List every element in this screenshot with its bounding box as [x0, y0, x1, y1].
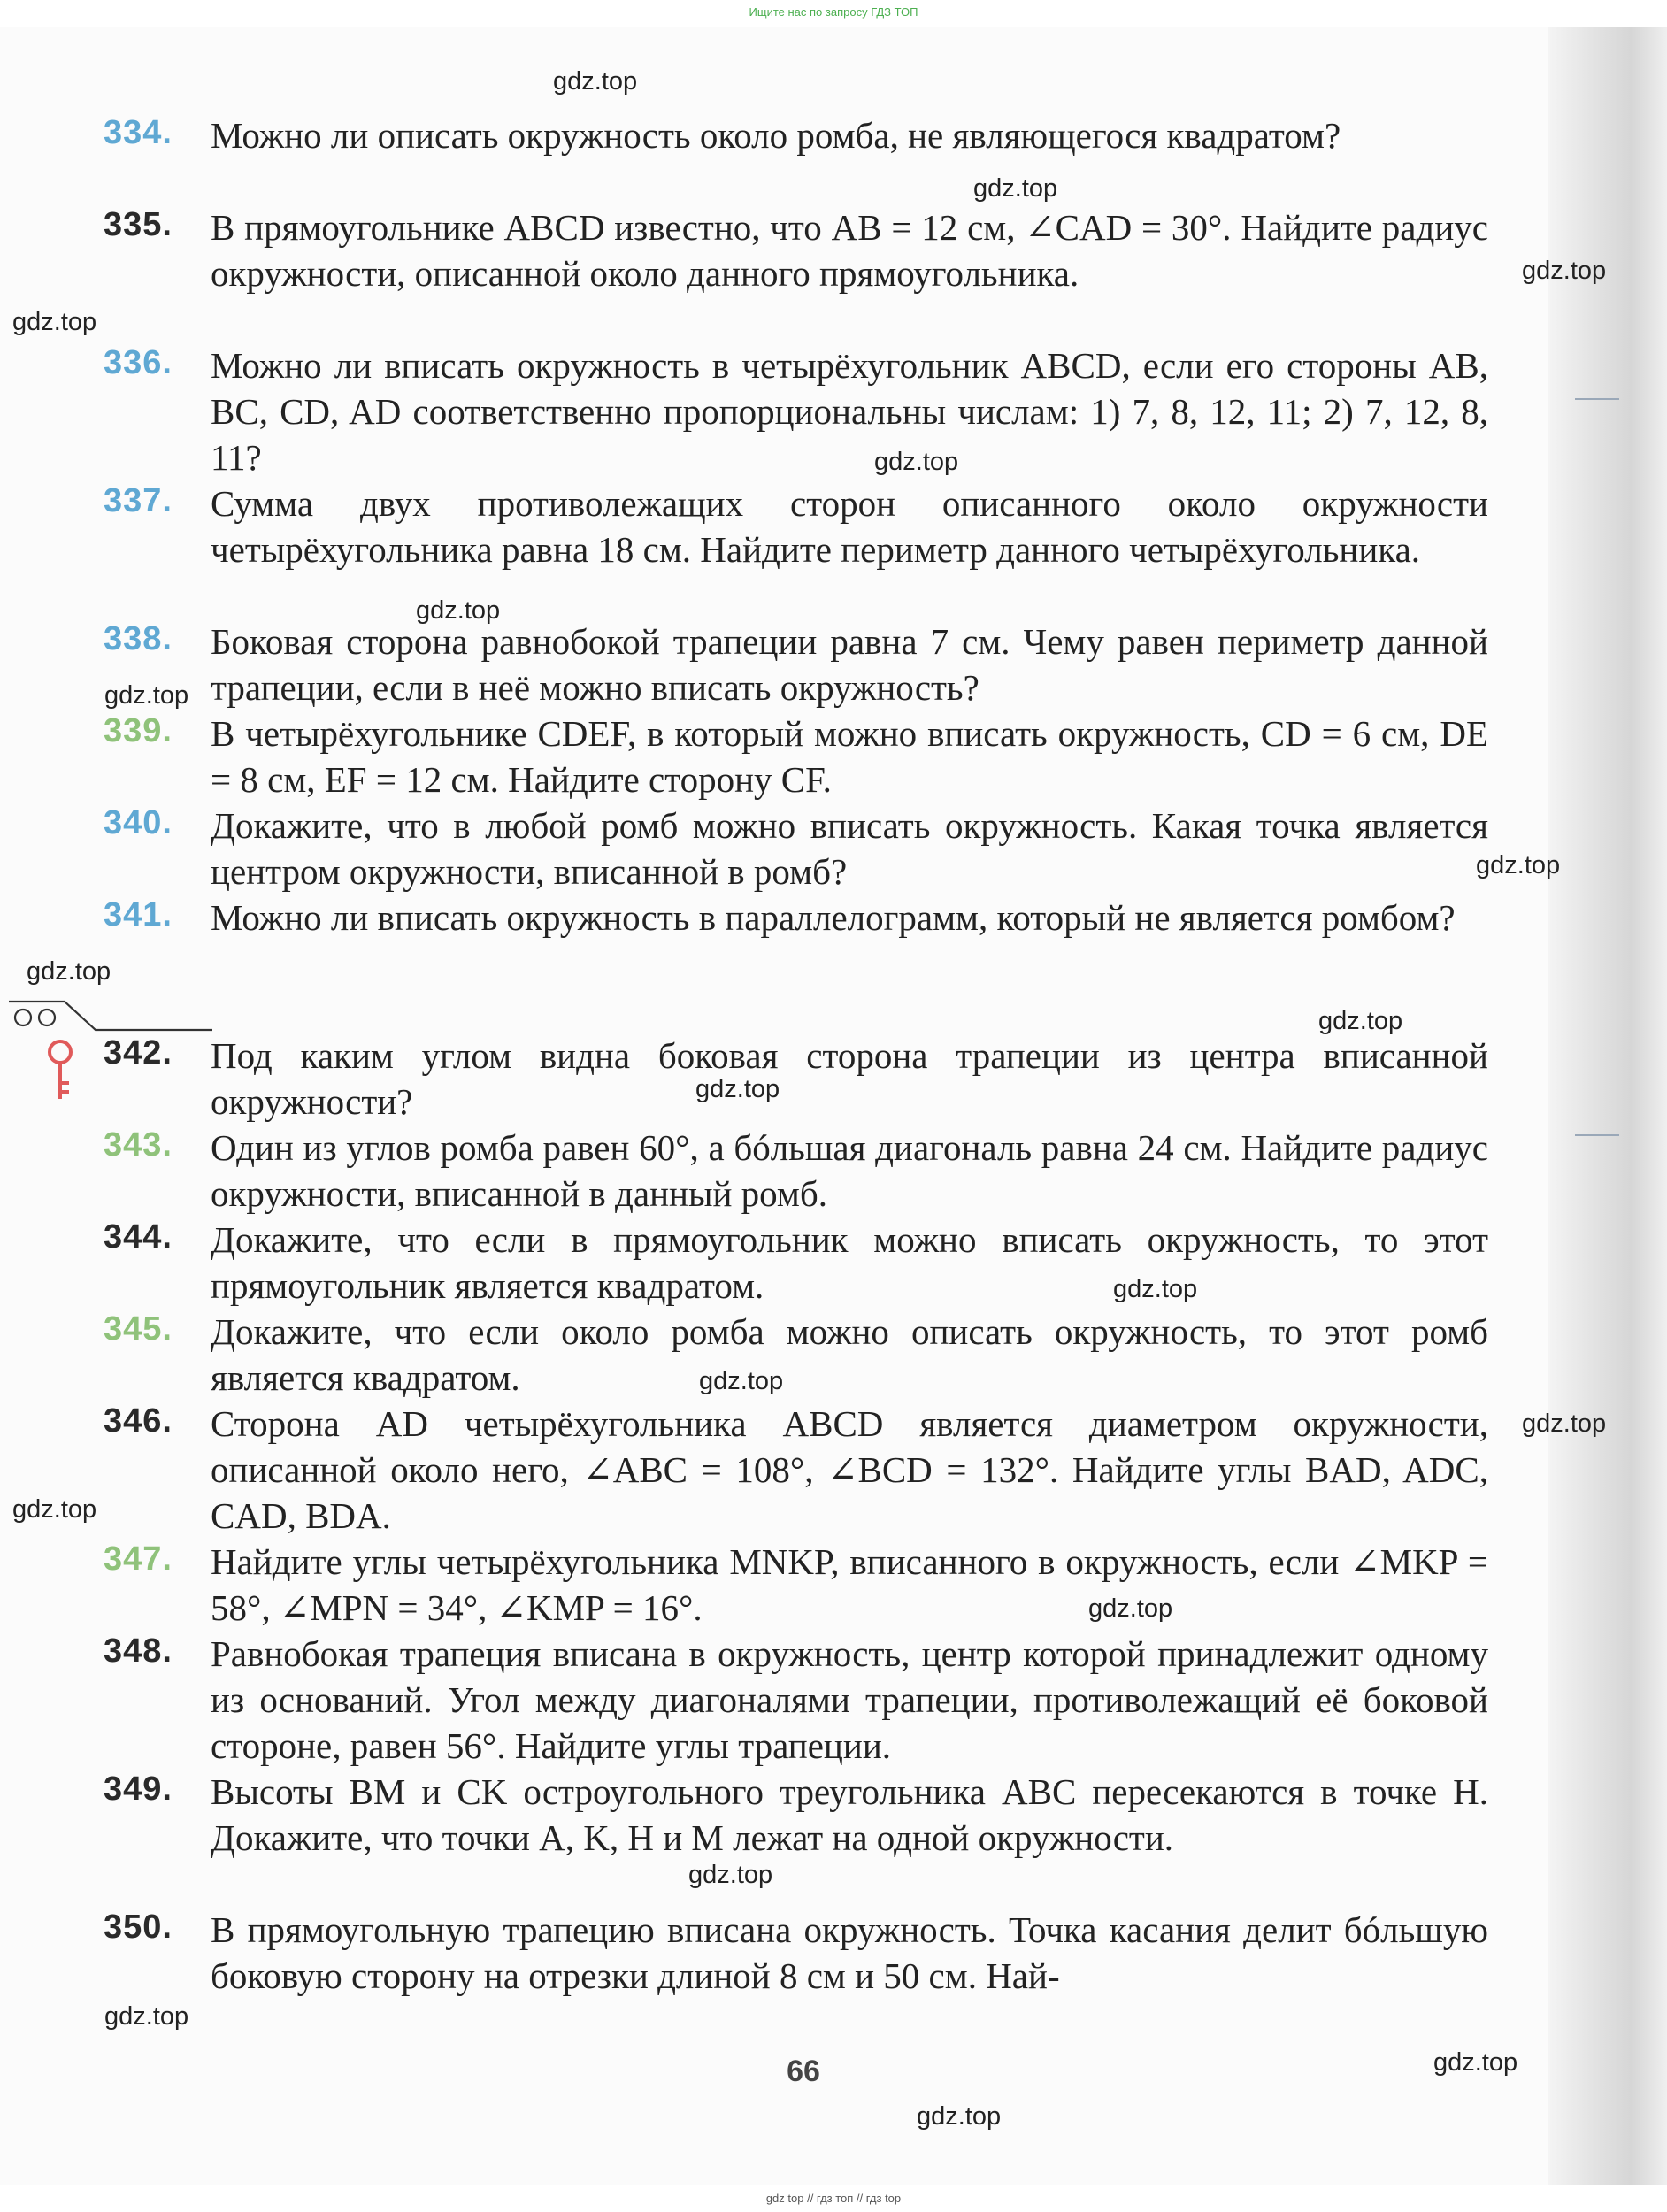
- problem-text: Сумма двух противолежащих сторон описанного около окружности четырёхугольника равна 18 см. Найдите периметр данного четырёхугольника.: [211, 483, 1488, 570]
- watermark: gdz.top: [553, 67, 638, 96]
- problem-text: Докажите, что если около ромба можно описать окружность, то этот ромб является квадратом.: [211, 1311, 1488, 1398]
- problem-number: 348.: [104, 1632, 173, 1670]
- problem-number: 349.: [104, 1770, 173, 1808]
- gutter-mark: [1575, 1134, 1619, 1136]
- watermark: gdz.top: [973, 174, 1058, 203]
- problem-text: Можно ли вписать окружность в четырёхугольник ABCD, если его стороны AB, BC, CD, AD соответственно пропорциональны числам: 1) 7, 8, 12, 11; 2) 7, 12, 8, 11?: [211, 345, 1488, 478]
- watermark: gdz.top: [695, 1075, 780, 1103]
- problem-number: 350.: [104, 1909, 173, 1946]
- problem-number: 343.: [104, 1126, 173, 1164]
- watermark: gdz.top: [699, 1367, 784, 1395]
- problem-text: Равнобокая трапеция вписана в окружность, центр которой принадлежит одному из оснований. Угол между диагоналями трапеции, противолежащий её боковой стороне, равен 56°. Найдите углы трапеции.: [211, 1633, 1488, 1766]
- problem-number: 340.: [104, 804, 173, 841]
- watermark: gdz.top: [874, 448, 959, 476]
- problem-text: В прямоугольнике ABCD известно, что AB = 12 см, ∠CAD = 30°. Найдите радиус окружности, описанной около данного прямоугольника.: [211, 207, 1488, 294]
- key-icon: [42, 1039, 78, 1102]
- problem-text: Один из углов ромба равен 60°, а бóльшая диагональ равна 24 см. Найдите радиус окружности, вписанной в данный ромб.: [211, 1127, 1488, 1214]
- problem-number: 337.: [104, 482, 173, 519]
- problem-number: 336.: [104, 344, 173, 381]
- problem-text: Найдите углы четырёхугольника MNKP, вписанного в окружность, если ∠MKP = 58°, ∠MPN = 34°, ∠KMP = 16°.: [211, 1541, 1488, 1628]
- bottom-banner: gdz top // гдз топ // гдз top: [765, 2192, 902, 2205]
- book-gutter-shadow: [1548, 27, 1667, 2185]
- problem-text: Можно ли вписать окружность в параллелограмм, который не является ромбом?: [211, 897, 1456, 938]
- watermark: gdz.top: [1476, 851, 1561, 879]
- problem-number: 342.: [104, 1034, 173, 1071]
- problem-number: 345.: [104, 1310, 173, 1348]
- watermark: gdz.top: [917, 2102, 1002, 2131]
- level-two-circles-icon: [7, 987, 215, 1032]
- problem-text: В четырёхугольнике CDEF, в который можно вписать окружность, CD = 6 см, DE = 8 см, EF = 12 см. Найдите сторону CF.: [211, 713, 1488, 800]
- watermark: gdz.top: [1088, 1594, 1173, 1623]
- watermark: gdz.top: [688, 1861, 773, 1889]
- problem-text: Высоты BM и CK остроугольного треугольника ABC пересекаются в точке H. Докажите, что точки A, K, H и M лежат на одной окружности.: [211, 1771, 1488, 1858]
- problem-number: 347.: [104, 1540, 173, 1578]
- problem-number: 334.: [104, 114, 173, 151]
- problem-number: 339.: [104, 712, 173, 749]
- problem-number: 341.: [104, 896, 173, 933]
- problem-text: Докажите, что в любой ромб можно вписать окружность. Какая точка является центром окружности, вписанной в ромб?: [211, 805, 1488, 892]
- problem-number: 344.: [104, 1218, 173, 1256]
- watermark: gdz.top: [1433, 2048, 1518, 2077]
- problem-text: В прямоугольную трапецию вписана окружность. Точка касания делит бóльшую боковую сторону на отрезки длиной 8 см и 50 см. Най-: [211, 1909, 1488, 1996]
- watermark: gdz.top: [1522, 1409, 1607, 1438]
- problem-text: Сторона AD четырёхугольника ABCD является диаметром окружности, описанной около него, ∠ABC = 108°, ∠BCD = 132°. Найдите углы BAD, ADC, CAD, BDA.: [211, 1403, 1488, 1536]
- watermark: gdz.top: [104, 2002, 189, 2031]
- problem-number: 338.: [104, 620, 173, 657]
- problem-number: 346.: [104, 1402, 173, 1440]
- problem-number: 335.: [104, 206, 173, 243]
- page-number: 66: [787, 2055, 820, 2088]
- watermark: gdz.top: [12, 308, 97, 336]
- watermark: gdz.top: [1318, 1007, 1403, 1035]
- problem-text: Можно ли описать окружность около ромба, не являющегося квадратом?: [211, 115, 1341, 156]
- watermark: gdz.top: [1522, 257, 1607, 285]
- watermark: gdz.top: [12, 1495, 97, 1524]
- problem-text: Боковая сторона равнобокой трапеции равна 7 см. Чему равен периметр данной трапеции, если в неё можно вписать окружность?: [211, 621, 1488, 708]
- watermark: gdz.top: [104, 681, 189, 710]
- watermark: gdz.top: [1113, 1275, 1198, 1303]
- problem-text: Докажите, что если в прямоугольник можно вписать окружность, то этот прямоугольник является квадратом.: [211, 1219, 1488, 1306]
- gutter-mark: [1575, 398, 1619, 400]
- watermark: gdz.top: [27, 957, 111, 986]
- problem-text: Под каким углом видна боковая сторона трапеции из центра вписанной окружности?: [211, 1035, 1488, 1122]
- watermark: gdz.top: [416, 596, 501, 625]
- top-banner: Ищите нас по запросу ГДЗ ТОП: [749, 5, 918, 19]
